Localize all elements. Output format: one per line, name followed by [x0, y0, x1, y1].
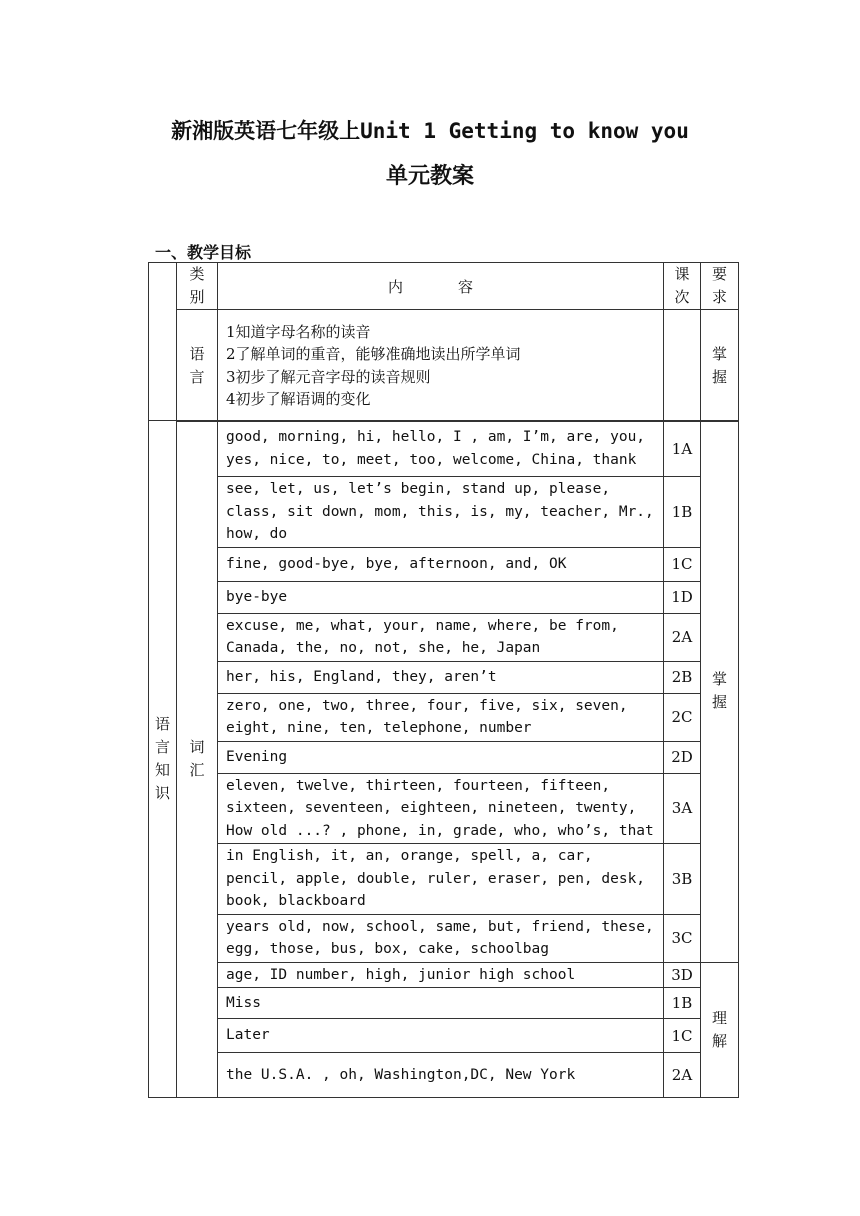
vocab-content: good, morning, hi, hello, I , am, I’m, are, you, yes, nice, to, meet, too, welcome, China, thank — [218, 421, 664, 477]
requirement-understand — [701, 962, 739, 1098]
vocab-content: zero, one, two, three, four, five, six, seven, eight, nine, ten, telephone, number — [218, 693, 664, 741]
goals-requirement — [701, 310, 739, 422]
table-row — [149, 1019, 739, 1053]
vertical-char: 类 — [189, 265, 205, 283]
vocab-content: fine, good-bye, bye, afternoon, and, OK — [218, 547, 664, 581]
table-row — [149, 693, 739, 741]
lesson-code: 1C — [664, 547, 701, 581]
requirement-master — [701, 421, 739, 963]
vocab-content: eleven, twelve, thirteen, fourteen, fifteen, sixteen, seventeen, eighteen, nineteen, twenty, How old ...? , phone, in, grade, who, who’s, that — [218, 773, 664, 844]
lesson-code: 2A — [664, 1053, 701, 1098]
table-row — [149, 421, 739, 477]
lesson-code: 2A — [664, 613, 701, 661]
table-row — [149, 547, 739, 581]
goal-item: 3初步了解元音字母的读音规则 — [226, 367, 431, 386]
vocab-label — [177, 421, 218, 1098]
lesson-code: 1B — [664, 988, 701, 1019]
vertical-char: 语 — [155, 715, 171, 733]
header-lesson — [664, 263, 701, 310]
vertical-char: 解 — [712, 1031, 728, 1050]
vertical-char: 语 — [189, 344, 205, 363]
vertical-char: 词 — [189, 738, 205, 756]
header-content: 内 容 — [218, 263, 664, 310]
vertical-char: 识 — [155, 784, 171, 802]
goals-content — [218, 310, 664, 422]
lesson-code: 3B — [664, 844, 701, 915]
vertical-char: 别 — [189, 288, 205, 306]
vertical-char: 掌 — [712, 670, 728, 689]
table-row — [149, 962, 739, 988]
vocab-content: bye-bye — [218, 581, 664, 613]
table-row — [149, 581, 739, 613]
vertical-char: 要 — [712, 265, 728, 283]
vocab-content: Miss — [218, 988, 664, 1019]
header-category — [177, 263, 218, 310]
vertical-char: 汇 — [189, 761, 205, 779]
vocab-content: in English, it, an, orange, spell, a, car, pencil, apple, double, ruler, eraser, pen, desk, book, blackboard — [218, 844, 664, 915]
vertical-char: 知 — [155, 761, 171, 779]
vocab-content: the U.S.A. , oh, Washington,DC, New York — [218, 1053, 664, 1098]
lesson-code: 1A — [664, 421, 701, 477]
lesson-code: 2B — [664, 661, 701, 693]
lesson-code: 1B — [664, 477, 701, 548]
outer-label — [149, 421, 177, 1098]
vocab-content: see, let, us, let’s begin, stand up, please, class, sit down, mom, this, is, my, teacher, Mr., how, do — [218, 477, 664, 548]
vocab-content: her, his, England, they, aren’t — [218, 661, 664, 693]
vocab-table — [148, 420, 739, 1098]
lesson-code: 3D — [664, 962, 701, 988]
table-row — [149, 1053, 739, 1098]
vertical-char: 掌 — [712, 344, 728, 363]
document-title: 新湘版英语七年级上Unit 1 Getting to know you — [171, 119, 689, 143]
lesson-code: 2D — [664, 741, 701, 773]
goal-item: 2了解单词的重音，能够准确地读出所学单词 — [226, 345, 521, 363]
header-requirement — [701, 263, 739, 310]
vertical-char: 言 — [155, 738, 171, 756]
table-row — [149, 988, 739, 1019]
goals-row — [149, 310, 739, 422]
vertical-char: 课 — [674, 265, 690, 283]
goal-item: 4初步了解语调的变化 — [226, 390, 371, 408]
table-row — [149, 914, 739, 962]
section-heading: 一、教学目标 — [155, 243, 252, 262]
lesson-code: 2C — [664, 693, 701, 741]
vocab-content: Later — [218, 1019, 664, 1053]
vertical-char: 求 — [712, 288, 728, 306]
lesson-code: 3C — [664, 914, 701, 962]
objectives-table — [148, 262, 739, 422]
vocab-content: years old, now, school, same, but, friend, these, egg, those, bus, box, cake, schoolbag — [218, 914, 664, 962]
outer-blank-column — [149, 263, 177, 422]
document-subtitle: 单元教案 — [385, 164, 474, 189]
table-row — [149, 477, 739, 548]
table-row — [149, 773, 739, 844]
vertical-char: 握 — [712, 367, 728, 386]
lesson-code: 1C — [664, 1019, 701, 1053]
table-row — [149, 844, 739, 915]
vertical-char: 言 — [189, 367, 205, 386]
vocab-content: Evening — [218, 741, 664, 773]
goals-category — [177, 310, 218, 422]
table-row — [149, 741, 739, 773]
vocab-content: excuse, me, what, your, name, where, be from, Canada, the, no, not, she, he, Japan — [218, 613, 664, 661]
vertical-char: 次 — [674, 288, 690, 306]
vertical-char: 握 — [712, 693, 728, 712]
vocab-content: age, ID number, high, junior high school — [218, 962, 664, 988]
table-row — [149, 613, 739, 661]
table-row — [149, 661, 739, 693]
vertical-char: 理 — [712, 1008, 728, 1027]
table-header-row — [149, 263, 739, 310]
goals-lesson — [664, 310, 701, 422]
lesson-code: 3A — [664, 773, 701, 844]
lesson-code: 1D — [664, 581, 701, 613]
goal-item: 1知道字母名称的读音 — [226, 322, 371, 341]
